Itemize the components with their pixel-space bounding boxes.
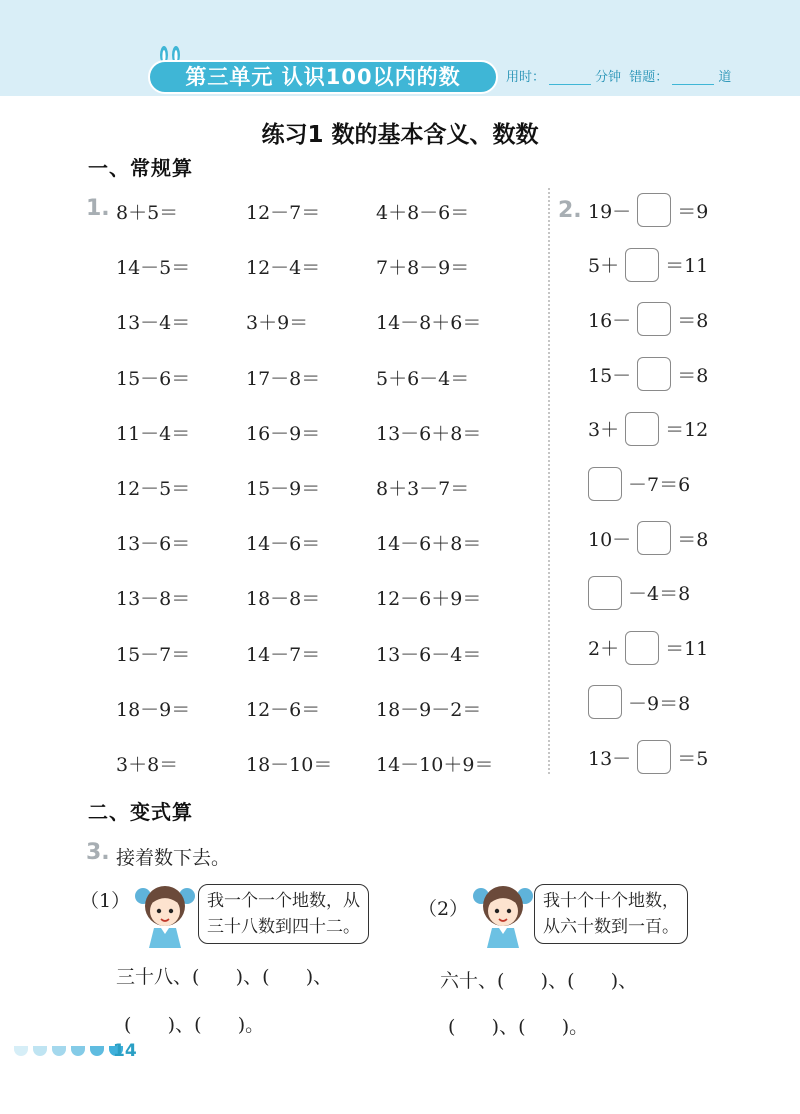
fill-in-row: [588, 467, 690, 501]
equation-c3-r6: 8＋3－7＝: [376, 478, 470, 500]
fill-in-row: [588, 193, 708, 227]
answer-box[interactable]: [637, 740, 671, 774]
part-2-label: （2）: [418, 898, 469, 920]
answer-box[interactable]: [637, 357, 671, 391]
girl-character-icon: [472, 878, 534, 950]
fill-in-after-text: －9＝8: [628, 692, 691, 715]
equation-c1-r7: 13－6＝: [116, 533, 191, 556]
fill-in-after-text: ＝8: [677, 528, 709, 551]
fill-in-row: [588, 412, 708, 446]
question-number-2: 2.: [558, 198, 582, 223]
equation-c2-r6: 15－9＝: [246, 478, 321, 500]
girl-character-icon: [134, 878, 196, 950]
lesson-title: 练习1 数的基本含义、数数: [261, 122, 539, 148]
equation-c2-r1: 12－7＝: [246, 202, 321, 224]
speech-bubble-2-line1: 我十个十个地数，: [543, 891, 679, 911]
fill-in-before-text: 3＋: [588, 419, 620, 442]
fill-in-before-text: 16－: [588, 309, 632, 332]
fill-in-row: [588, 576, 690, 610]
equation-c3-r10: 18－9－2＝: [376, 698, 482, 721]
fill-in-before-text: 13－: [588, 747, 632, 770]
fill-in-row: [588, 521, 708, 555]
fill-in-before-text: 5＋: [588, 255, 620, 278]
fill-in-row: [588, 248, 708, 282]
equation-c3-r4: 5＋6－4＝: [376, 367, 470, 390]
answer-box[interactable]: [625, 631, 659, 665]
part-2-sequence-line2[interactable]: ( )、( )。: [448, 1016, 589, 1038]
fill-in-after-text: ＝9: [677, 200, 709, 223]
speech-bubble-2: [534, 884, 688, 944]
answer-box[interactable]: [625, 412, 659, 446]
answer-box[interactable]: [588, 685, 622, 719]
equation-c2-r10: 12－6＝: [246, 698, 321, 721]
answer-box[interactable]: [637, 302, 671, 336]
errors-blank[interactable]: [672, 71, 714, 85]
equation-c3-r11: 14－10＋9＝: [376, 754, 494, 776]
equation-c2-r7: 14－6＝: [246, 533, 321, 556]
question-number-1: 1.: [86, 196, 110, 221]
equation-c1-r8: 13－8＝: [116, 588, 191, 611]
section-title-regular: 一、常规算: [88, 156, 193, 180]
footer-dot-icon: [33, 1046, 47, 1056]
errors-label: 错题：: [629, 70, 669, 85]
q3-instruction: 接着数下去。: [116, 847, 231, 869]
equation-c2-r8: 18－8＝: [246, 588, 321, 611]
minutes-label: 分钟: [595, 70, 622, 85]
equation-c2-r3: 3＋9＝: [246, 312, 309, 335]
time-blank[interactable]: [549, 71, 591, 85]
equation-c1-r5: 11－4＝: [116, 422, 191, 445]
part-2-sequence-line1[interactable]: 六十、( )、( )、: [440, 970, 638, 992]
question-number-3: 3.: [86, 840, 110, 865]
equation-c1-r11: 3＋8＝: [116, 754, 179, 776]
page-number: 14: [113, 1041, 137, 1061]
footer-dot-icon: [71, 1046, 85, 1056]
section-title-variant: 二、变式算: [88, 800, 193, 824]
fill-in-row: [588, 740, 708, 774]
speech-bubble-1: [198, 884, 369, 944]
fill-in-after-text: －7＝6: [628, 474, 691, 496]
answer-box[interactable]: [588, 467, 622, 501]
time-label: 用时：: [506, 70, 546, 85]
equation-c1-r2: 14－5＝: [116, 257, 191, 280]
fill-in-after-text: ＝12: [665, 419, 709, 442]
answer-box[interactable]: [637, 521, 671, 555]
part-1-sequence-line1[interactable]: 三十八、( )、( )、: [116, 966, 333, 988]
equation-c3-r2: 7＋8－9＝: [376, 257, 470, 280]
equation-c1-r3: 13－4＝: [116, 312, 191, 335]
fill-in-before-text: 2＋: [588, 638, 620, 661]
fill-in-row: [588, 357, 708, 391]
answer-box[interactable]: [637, 193, 671, 227]
count-label: 道: [718, 70, 732, 85]
equation-c2-r2: 12－4＝: [246, 257, 321, 280]
footer-dot-icon: [14, 1046, 28, 1056]
equation-c3-r9: 13－6－4＝: [376, 643, 482, 666]
fill-in-row: [588, 302, 708, 336]
header-meta: [506, 66, 731, 85]
equation-c2-r9: 14－7＝: [246, 643, 321, 666]
footer-decoration-dots: [14, 1046, 123, 1056]
fill-in-after-text: －4＝8: [628, 583, 691, 606]
equation-c2-r4: 17－8＝: [246, 367, 321, 390]
part-1-label: （1）: [80, 890, 131, 912]
equation-c2-r5: 16－9＝: [246, 422, 321, 445]
equation-c3-r7: 14－6＋8＝: [376, 533, 482, 556]
equation-c1-r4: 15－6＝: [116, 367, 191, 390]
fill-in-after-text: ＝8: [677, 309, 709, 332]
fill-in-before-text: 19－: [588, 200, 632, 223]
fill-in-row: [588, 685, 690, 719]
fill-in-after-text: ＝8: [677, 364, 709, 387]
unit-title-pill: 第三单元 认识100以内的数: [148, 60, 498, 94]
equation-c3-r8: 12－6＋9＝: [376, 588, 482, 611]
fill-in-after-text: ＝11: [665, 638, 709, 661]
footer-dot-icon: [90, 1046, 104, 1056]
fill-in-after-text: ＝5: [677, 747, 709, 770]
equation-c1-r10: 18－9＝: [116, 698, 191, 721]
equation-c3-r1: 4＋8－6＝: [376, 202, 470, 224]
equation-c3-r5: 13－6＋8＝: [376, 422, 482, 445]
fill-in-after-text: ＝11: [665, 255, 709, 278]
equation-c1-r1: 8＋5＝: [116, 202, 179, 224]
column-divider: [548, 188, 550, 774]
answer-box[interactable]: [588, 576, 622, 610]
answer-box[interactable]: [625, 248, 659, 282]
fill-in-row: [588, 631, 708, 665]
equation-c1-r9: 15－7＝: [116, 643, 191, 666]
part-1-sequence-line2[interactable]: ( )、( )。: [124, 1014, 265, 1036]
fill-in-before-text: 10－: [588, 528, 632, 551]
fill-in-before-text: 15－: [588, 364, 632, 387]
footer-dot-icon: [52, 1046, 66, 1056]
equation-c2-r11: 18－10＝: [246, 754, 333, 776]
equation-c1-r6: 12－5＝: [116, 478, 191, 500]
equation-c3-r3: 14－8＋6＝: [376, 312, 482, 335]
speech-bubble-1-line1: 我一个一个地数，从: [207, 891, 360, 911]
speech-bubble-1-line2: 三十八数到四十二。: [207, 917, 360, 937]
speech-bubble-2-line2: 从六十数到一百。: [543, 917, 679, 937]
